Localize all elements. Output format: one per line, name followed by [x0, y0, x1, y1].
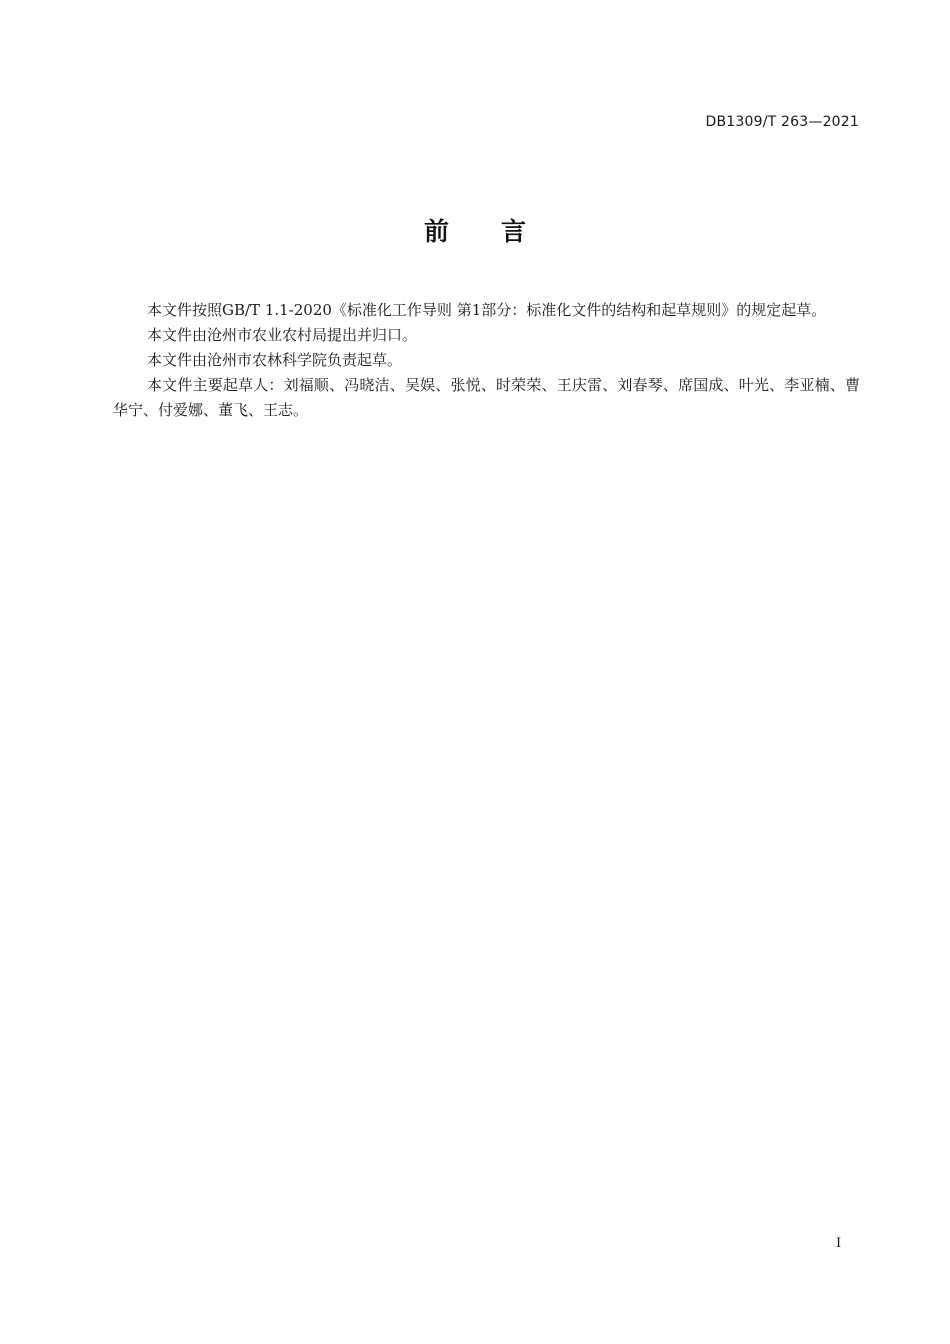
page-number: I [836, 1236, 842, 1251]
paragraph-proposer: 本文件由沧州市农业农村局提出并归口。 [147, 326, 418, 344]
foreword-body [113, 298, 860, 423]
page-title: 前言 [423, 217, 578, 246]
paragraph-drafting-unit: 本文件由沧州市农林科学院负责起草。 [147, 351, 403, 369]
paragraph-drafting-rules: 本文件按照GB/T 1.1-2020《标准化工作导则 第1部分：标准化文件的结构和起草规则》的规定起草。 [147, 301, 827, 319]
document-code: DB1309/T 263—2021 [705, 114, 859, 130]
paragraph-drafters: 本文件主要起草人：刘福顺、冯晓洁、吴娱、张悦、时荣荣、王庆雷、刘春琴、席国成、叶光、李亚楠、曹华宁、付爱娜、董飞、王志。 [113, 376, 860, 419]
